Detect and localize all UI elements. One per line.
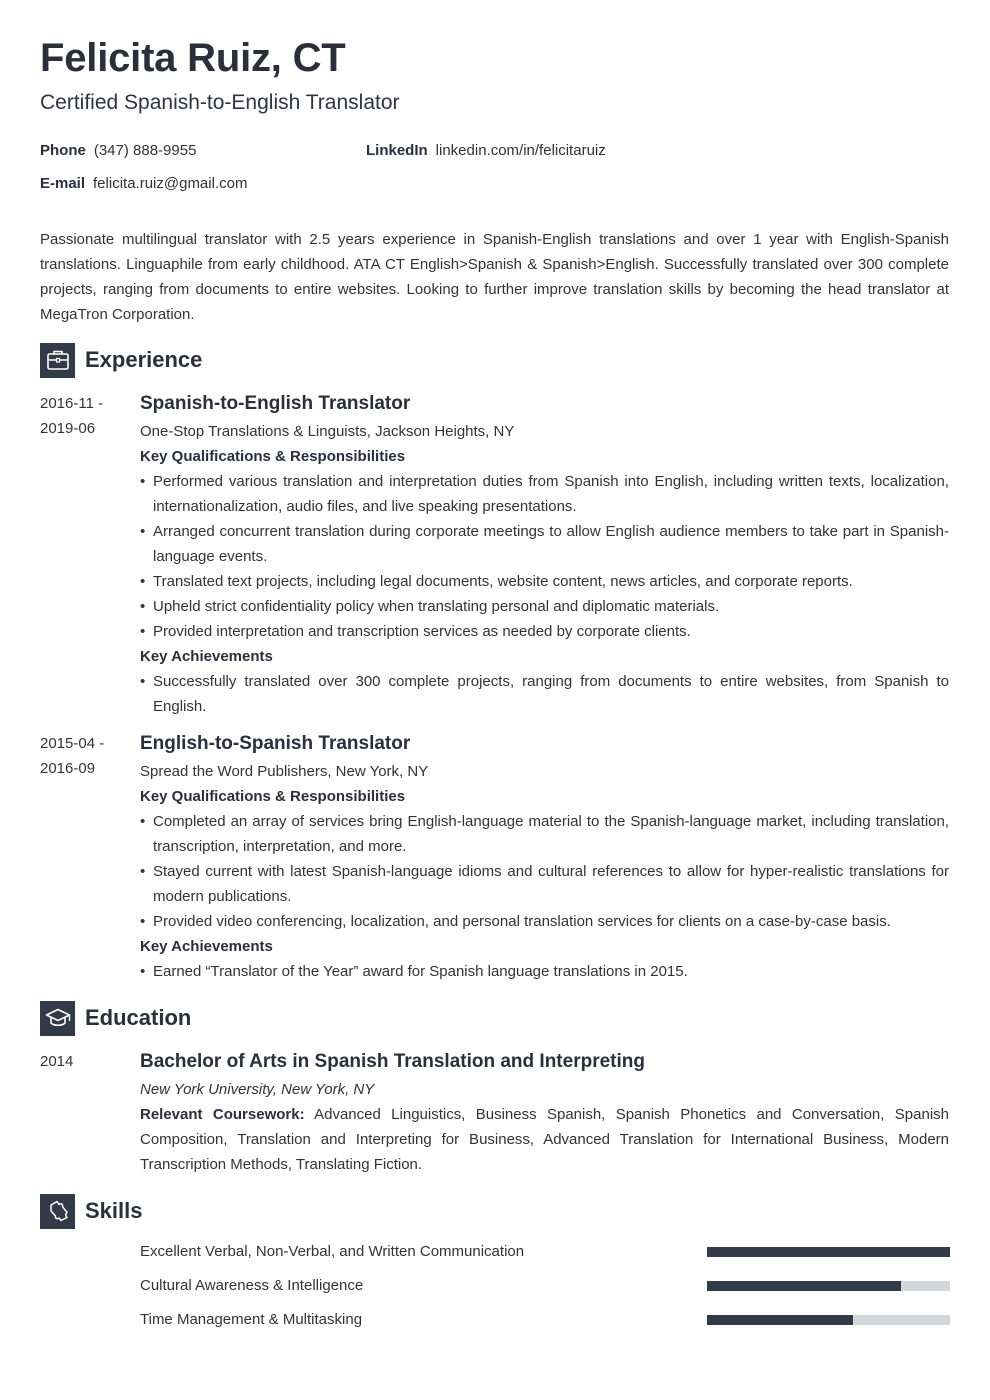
candidate-name: Felicita Ruiz, CT (40, 36, 346, 80)
responsibilities-heading: Key Qualifications & Responsibilities (140, 788, 406, 805)
contact-linkedin (366, 142, 606, 159)
experience-header (40, 342, 202, 378)
summary: Passionate multilingual translator with 2.5 years experience in Spanish-English translations and over 1 year with English-Spanish translations. Linguaphile from early childhood. ATA CT English>Spanish & Spanish>English. Successfully translated over 300 complete projects, ranging from documents to entire websites. Looking to further improve translation skills by becoming the head translator at MegaTron Corporation. (40, 231, 949, 323)
coursework-text: Advanced Linguistics, Business Spanish, Spanish Phonetics and Conversation, Spanish Composition, Translation and Interpreting for Business, Advanced Translation for International Business, Modern Transcription Methods, Translating Fiction. (140, 1106, 949, 1173)
skill-level-bar (707, 1247, 950, 1257)
linkedin-value[interactable]: linkedin.com/in/felicitaruiz (435, 142, 606, 159)
list-item: • Completed an array of services bring English-language material to the Spanish-language market, including translation, transcription, interpretation, and more. (140, 809, 949, 859)
skill-level-bar (707, 1315, 950, 1325)
phone-value: (347) 888-9955 (93, 142, 197, 159)
achievements-heading: Key Achievements (140, 938, 273, 955)
job-date-end: 2019-06 (40, 420, 96, 437)
job-date-start: 2016-11 - (40, 395, 104, 412)
skills-header (40, 1193, 142, 1229)
responsibilities-heading: Key Qualifications & Responsibilities (140, 448, 406, 465)
education-date: 2014 (40, 1053, 74, 1070)
list-item: • Provided video conferencing, localization, and personal translation services for clients on a case-by-case basis. (140, 909, 949, 934)
contact-phone (40, 142, 196, 159)
job-company: Spread the Word Publishers, New York, NY (140, 763, 429, 780)
education-entry (140, 1049, 949, 1177)
job-company: One-Stop Translations & Linguists, Jackson Heights, NY (140, 423, 515, 440)
list-item: • Upheld strict confidentiality policy when translating personal and diplomatic materials. (140, 594, 949, 619)
list-item: • Earned “Translator of the Year” award for Spanish language translations in 2015. (140, 959, 949, 984)
skill-row (140, 1274, 950, 1298)
job-date-start: 2015-04 - (40, 735, 105, 752)
graduation-cap-icon (40, 1001, 75, 1036)
list-item: • Provided interpretation and transcription services as needed by corporate clients. (140, 619, 949, 644)
skill-name: Time Management & Multitasking (140, 1311, 363, 1328)
email-label: E-mail (40, 175, 86, 192)
job-date (40, 731, 130, 781)
skill-row (140, 1240, 950, 1264)
list-item: • Performed various translation and interpretation duties from Spanish into English, including written texts, localization, internationalization, audio files, and live speaking presentations. (140, 469, 949, 519)
job-title: Spanish-to-English Translator (140, 393, 411, 414)
coursework-label: Relevant Coursework: (140, 1106, 305, 1123)
degree-title: Bachelor of Arts in Spanish Translation and Interpreting (140, 1051, 645, 1072)
list-item: • Successfully translated over 300 complete projects, ranging from documents to entire websites, from Spanish to English. (140, 669, 949, 719)
school-name: New York University, New York, NY (140, 1081, 375, 1098)
education-heading: Education (85, 1005, 192, 1030)
candidate-title: Certified Spanish-to-English Translator (40, 91, 400, 114)
email-value[interactable]: felicita.ruiz@gmail.com (93, 175, 248, 192)
coursework (140, 1102, 949, 1177)
achievements-list (140, 669, 949, 719)
skill-name: Excellent Verbal, Non-Verbal, and Written Communication (140, 1243, 525, 1260)
skill-level-fill (707, 1315, 853, 1325)
responsibilities-list (140, 809, 949, 934)
linkedin-label: LinkedIn (366, 142, 428, 159)
puzzle-icon (40, 1194, 75, 1229)
skill-level-fill (707, 1247, 950, 1257)
job-entry (140, 731, 949, 984)
list-item: • Translated text projects, including legal documents, website content, news articles, and corporate reports. (140, 569, 949, 594)
achievements-list (140, 959, 949, 984)
experience-heading: Experience (85, 347, 203, 372)
skill-level-fill (707, 1281, 901, 1291)
skill-level-bar (707, 1281, 950, 1291)
responsibilities-list (140, 469, 949, 644)
skills-heading: Skills (85, 1198, 143, 1223)
achievements-heading: Key Achievements (140, 648, 273, 665)
job-date (40, 391, 130, 441)
education-header (40, 1000, 191, 1036)
job-title: English-to-Spanish Translator (140, 733, 411, 754)
contact-email (40, 175, 247, 192)
job-entry (140, 391, 949, 719)
briefcase-icon (40, 343, 75, 378)
job-date-end: 2016-09 (40, 760, 96, 777)
list-item: • Stayed current with latest Spanish-language idioms and cultural references to allow for hyper-realistic translations for modern publications. (140, 859, 949, 909)
skill-name: Cultural Awareness & Intelligence (140, 1277, 364, 1294)
list-item: • Arranged concurrent translation during corporate meetings to allow English audience members to take part in Spanish-language events. (140, 519, 949, 569)
phone-label: Phone (40, 142, 86, 159)
skill-row (140, 1308, 950, 1332)
